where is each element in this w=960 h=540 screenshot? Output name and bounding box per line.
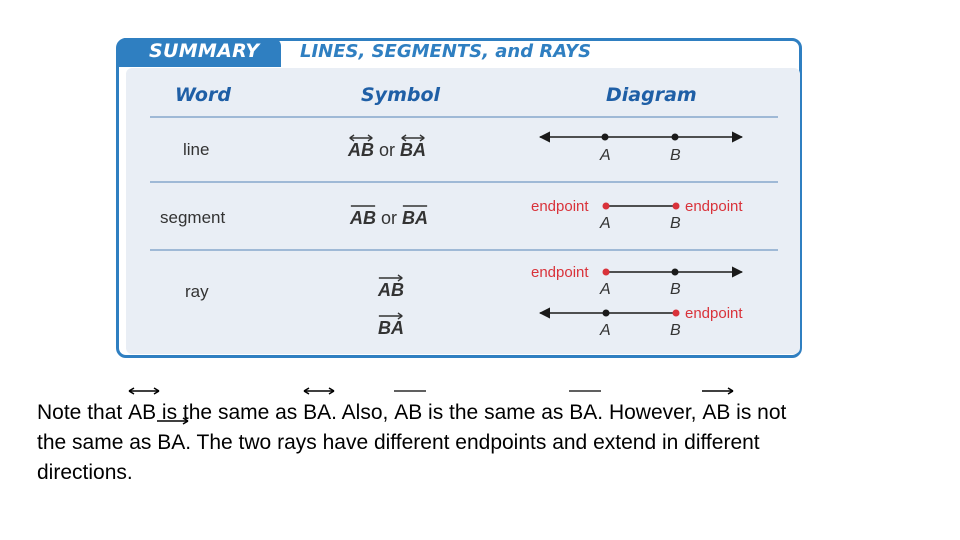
segment-endpoint-right: endpoint bbox=[685, 198, 743, 215]
point-a-dot bbox=[602, 134, 609, 141]
ray-ab-label-a: A bbox=[600, 281, 611, 298]
header-divider bbox=[150, 116, 778, 118]
note-text: the same as bbox=[37, 431, 158, 454]
ray-ba-point-a-dot bbox=[603, 310, 610, 317]
symbol-segment-ba: BA bbox=[402, 208, 429, 228]
right-arrow-icon bbox=[701, 386, 735, 396]
overline-icon bbox=[393, 386, 427, 396]
note-text: . However, bbox=[597, 401, 703, 424]
symbol-ray-ba bbox=[378, 318, 404, 339]
note-ray-ab bbox=[702, 398, 730, 428]
header-word: Word bbox=[175, 84, 231, 106]
endpoint-b-dot bbox=[673, 203, 680, 210]
note-line-ab bbox=[128, 398, 156, 428]
right-arrow-icon bbox=[378, 312, 404, 320]
summary-tab-label: SUMMARY bbox=[149, 40, 260, 62]
note-text: is the same as bbox=[156, 401, 304, 424]
note-line-2 bbox=[37, 428, 937, 458]
right-arrow-icon bbox=[156, 416, 190, 426]
point-b-dot bbox=[672, 134, 679, 141]
note-symbol-text: AB bbox=[128, 401, 157, 424]
symbol-ray-ab-text: AB bbox=[378, 280, 404, 300]
line-diagram bbox=[540, 134, 742, 165]
card-title: LINES, SEGMENTS, and RAYS bbox=[300, 41, 592, 62]
symbol-line-ba: BA bbox=[400, 140, 427, 160]
overline-icon bbox=[350, 202, 376, 210]
symbol-line-or: or bbox=[379, 140, 396, 160]
note-text: is not bbox=[730, 401, 787, 424]
note-text: Note that bbox=[37, 401, 129, 424]
note-symbol-text: BA bbox=[157, 431, 186, 454]
diagram-panel bbox=[520, 120, 780, 350]
note-symbol-text: AB bbox=[702, 401, 731, 424]
ray-ba-diagram bbox=[540, 305, 743, 339]
segment-label-b: B bbox=[670, 215, 681, 232]
note-ray-ba bbox=[157, 428, 185, 458]
note-paragraph bbox=[37, 398, 937, 488]
double-arrow-icon bbox=[302, 386, 336, 396]
segment-label-a: A bbox=[600, 215, 611, 232]
segment-diagram bbox=[531, 198, 743, 232]
note-line-3: directions. bbox=[37, 461, 133, 484]
note-symbol-text: BA bbox=[303, 401, 332, 424]
note-segment-ba bbox=[569, 398, 597, 428]
ray-ab-endpoint-dot bbox=[603, 269, 610, 276]
endpoint-a-dot bbox=[603, 203, 610, 210]
note-symbol-text: BA bbox=[569, 401, 598, 424]
symbol-ray-ab bbox=[378, 280, 404, 301]
overline-icon bbox=[568, 386, 602, 396]
ray-ba-endpoint-dot bbox=[673, 310, 680, 317]
ray-ba-label-b: B bbox=[670, 322, 681, 339]
symbol-line bbox=[348, 140, 426, 161]
word-segment: segment bbox=[160, 208, 226, 227]
overline-icon bbox=[402, 202, 428, 210]
symbol-line-ab: AB bbox=[348, 140, 374, 160]
note-segment-ab bbox=[394, 398, 422, 428]
ray-ab-endpoint-label: endpoint bbox=[531, 264, 589, 281]
header-symbol: Symbol bbox=[361, 84, 441, 106]
ray-ba-label-a: A bbox=[600, 322, 611, 339]
double-arrow-icon bbox=[400, 134, 426, 142]
segment-endpoint-left: endpoint bbox=[531, 198, 589, 215]
word-line: line bbox=[183, 140, 210, 159]
right-arrow-icon bbox=[378, 274, 404, 282]
double-arrow-icon bbox=[348, 134, 374, 142]
line-label-b: B bbox=[670, 147, 681, 164]
symbol-segment-ab: AB bbox=[350, 208, 376, 228]
ray-ab-label-b: B bbox=[670, 281, 681, 298]
note-symbol-text: AB bbox=[394, 401, 423, 424]
note-text: . Also, bbox=[331, 401, 395, 424]
line-label-a: A bbox=[600, 147, 611, 164]
note-line-ba bbox=[303, 398, 331, 428]
symbol-segment bbox=[350, 208, 428, 229]
double-arrow-icon bbox=[127, 386, 161, 396]
symbol-segment-or: or bbox=[381, 208, 398, 228]
ray-ab-diagram bbox=[531, 264, 742, 298]
note-text: is the same as bbox=[422, 401, 570, 424]
word-ray: ray bbox=[185, 282, 209, 301]
ray-ba-endpoint-label: endpoint bbox=[685, 305, 743, 322]
ray-ab-point-b-dot bbox=[672, 269, 679, 276]
header-diagram: Diagram bbox=[606, 84, 697, 106]
note-text: . The two rays have different endpoints and extend in different bbox=[185, 431, 760, 454]
symbol-ray-ba-text: BA bbox=[378, 318, 404, 338]
